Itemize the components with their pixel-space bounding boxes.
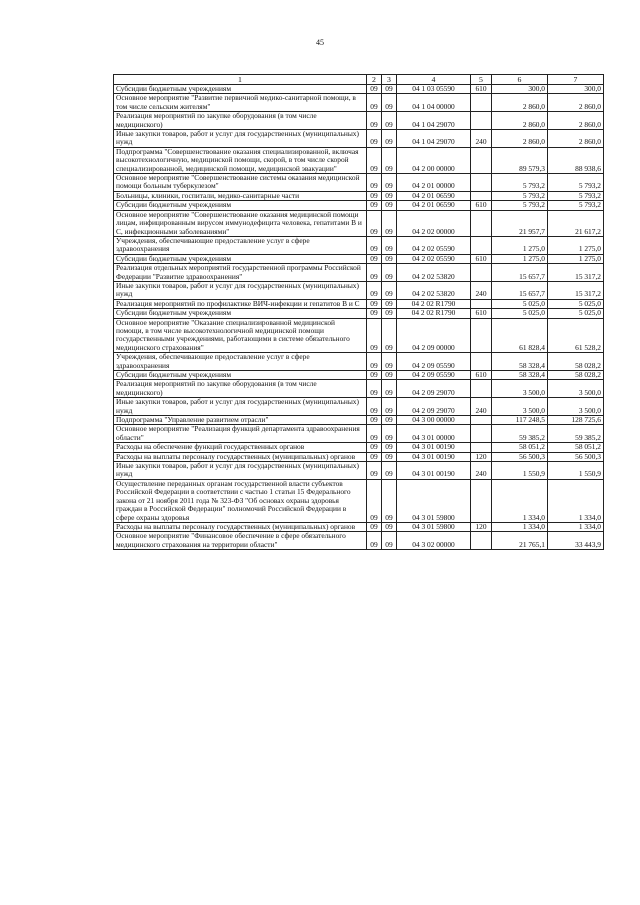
header-cell: 7	[548, 75, 604, 85]
row-name-cell: Реализация отдельных мероприятий государственной программы Российской Федерации "Развитие здравоохранения"	[114, 264, 367, 282]
row-amount-year1-cell: 1 275,0	[492, 236, 548, 254]
row-program-code-cell: 04 2 02 05590	[397, 236, 471, 254]
row-subsection-cell: 09	[382, 130, 397, 148]
row-expense-type-cell	[471, 425, 492, 443]
row-subsection-cell: 09	[382, 85, 397, 94]
row-program-code-cell: 04 1 04 29070	[397, 130, 471, 148]
row-program-code-cell: 04 3 01 00190	[397, 452, 471, 461]
row-amount-year1-cell: 21 957,7	[492, 210, 548, 236]
header-cell: 5	[471, 75, 492, 85]
row-amount-year1-cell: 1 550,9	[492, 462, 548, 480]
header-cell: 1	[114, 75, 367, 85]
row-section-cell: 09	[367, 479, 382, 522]
page-number: 45	[316, 38, 324, 47]
row-expense-type-cell: 240	[471, 398, 492, 416]
header-cell: 2	[367, 75, 382, 85]
row-name-cell: Субсидии бюджетным учреждениям	[114, 85, 367, 94]
row-program-code-cell: 04 2 09 05590	[397, 353, 471, 371]
row-amount-year2-cell: 2 860,0	[548, 130, 604, 148]
row-name-cell: Реализация мероприятий по закупке оборудования (в том числе медицинского)	[114, 380, 367, 398]
row-subsection-cell: 09	[382, 416, 397, 425]
row-section-cell: 09	[367, 416, 382, 425]
row-program-code-cell: 04 3 01 59800	[397, 479, 471, 522]
row-expense-type-cell	[471, 443, 492, 452]
row-subsection-cell: 09	[382, 191, 397, 200]
row-amount-year1-cell: 1 275,0	[492, 254, 548, 263]
header-cell: 4	[397, 75, 471, 85]
row-amount-year2-cell: 56 500,3	[548, 452, 604, 461]
row-amount-year2-cell: 2 860,0	[548, 94, 604, 112]
row-program-code-cell: 04 2 02 00000	[397, 210, 471, 236]
row-amount-year1-cell: 3 500,0	[492, 380, 548, 398]
row-subsection-cell: 09	[382, 425, 397, 443]
row-subsection-cell: 09	[382, 236, 397, 254]
row-amount-year2-cell: 1 334,0	[548, 479, 604, 522]
row-expense-type-cell	[471, 236, 492, 254]
row-amount-year1-cell: 5 793,2	[492, 174, 548, 192]
row-program-code-cell: 04 2 02 05590	[397, 254, 471, 263]
row-name-cell: Учреждения, обеспечивающие предоставление услуг в сфере здравоохранения	[114, 353, 367, 371]
row-section-cell: 09	[367, 462, 382, 480]
row-amount-year1-cell: 56 500,3	[492, 452, 548, 461]
row-amount-year2-cell: 5 793,2	[548, 201, 604, 210]
row-section-cell: 09	[367, 147, 382, 173]
row-expense-type-cell	[471, 532, 492, 550]
row-name-cell: Субсидии бюджетным учреждениям	[114, 371, 367, 380]
row-subsection-cell: 09	[382, 479, 397, 522]
row-amount-year2-cell: 3 500,0	[548, 398, 604, 416]
row-amount-year2-cell: 15 317,2	[548, 281, 604, 299]
row-amount-year2-cell: 1 550,9	[548, 462, 604, 480]
row-amount-year1-cell: 59 385,2	[492, 425, 548, 443]
row-name-cell: Реализация мероприятий по закупке оборудования (в том числе медицинского)	[114, 112, 367, 130]
row-subsection-cell: 09	[382, 380, 397, 398]
row-section-cell: 09	[367, 236, 382, 254]
row-section-cell: 09	[367, 371, 382, 380]
row-amount-year2-cell: 300,0	[548, 85, 604, 94]
table-row	[114, 130, 604, 148]
row-program-code-cell: 04 3 01 00000	[397, 425, 471, 443]
table-row	[114, 452, 604, 461]
row-amount-year1-cell: 1 334,0	[492, 479, 548, 522]
table-row	[114, 174, 604, 192]
table-row	[114, 462, 604, 480]
row-section-cell: 09	[367, 380, 382, 398]
row-amount-year1-cell: 2 860,0	[492, 94, 548, 112]
row-program-code-cell: 04 2 09 00000	[397, 318, 471, 353]
row-program-code-cell: 04 2 09 29070	[397, 380, 471, 398]
row-amount-year2-cell: 128 725,6	[548, 416, 604, 425]
row-subsection-cell: 09	[382, 309, 397, 318]
row-program-code-cell: 04 2 01 06590	[397, 191, 471, 200]
table-row	[114, 353, 604, 371]
row-program-code-cell: 04 3 01 00190	[397, 462, 471, 480]
row-name-cell: Основное мероприятие "Развитие первичной медико-санитарной помощи, в том числе сельским жителям"	[114, 94, 367, 112]
row-amount-year1-cell: 2 860,0	[492, 112, 548, 130]
row-expense-type-cell	[471, 147, 492, 173]
row-name-cell: Учреждения, обеспечивающие предоставление услуг в сфере здравоохранения	[114, 236, 367, 254]
row-expense-type-cell: 240	[471, 281, 492, 299]
row-amount-year1-cell: 117 248,5	[492, 416, 548, 425]
row-amount-year1-cell: 5 025,0	[492, 309, 548, 318]
table-row	[114, 425, 604, 443]
row-name-cell: Основное мероприятие "Оказание специализированной медицинской помощи, в том числе высокотехнологичной медицинской помощи государственными учреждениями, работающими в системе обязательного медицинского страхования"	[114, 318, 367, 353]
row-amount-year2-cell: 5 793,2	[548, 191, 604, 200]
row-section-cell: 09	[367, 85, 382, 94]
row-expense-type-cell	[471, 210, 492, 236]
row-name-cell: Иные закупки товаров, работ и услуг для государственных (муниципальных) нужд	[114, 281, 367, 299]
row-expense-type-cell	[471, 299, 492, 308]
row-expense-type-cell: 240	[471, 130, 492, 148]
row-expense-type-cell	[471, 318, 492, 353]
row-subsection-cell: 09	[382, 174, 397, 192]
row-subsection-cell: 09	[382, 462, 397, 480]
row-expense-type-cell	[471, 94, 492, 112]
row-subsection-cell: 09	[382, 371, 397, 380]
row-amount-year1-cell: 58 051,2	[492, 443, 548, 452]
row-name-cell: Больницы, клиники, госпитали, медико-санитарные части	[114, 191, 367, 200]
row-amount-year1-cell: 5 025,0	[492, 299, 548, 308]
row-name-cell: Иные закупки товаров, работ и услуг для государственных (муниципальных) нужд	[114, 462, 367, 480]
row-program-code-cell: 04 2 01 00000	[397, 174, 471, 192]
row-section-cell: 09	[367, 353, 382, 371]
row-amount-year2-cell: 33 443,9	[548, 532, 604, 550]
row-amount-year2-cell: 5 025,0	[548, 299, 604, 308]
row-section-cell: 09	[367, 264, 382, 282]
row-section-cell: 09	[367, 112, 382, 130]
table-row	[114, 371, 604, 380]
row-expense-type-cell: 120	[471, 452, 492, 461]
row-amount-year2-cell: 3 500,0	[548, 380, 604, 398]
row-amount-year2-cell: 58 028,2	[548, 353, 604, 371]
row-program-code-cell: 04 2 01 06590	[397, 201, 471, 210]
row-section-cell: 09	[367, 425, 382, 443]
row-section-cell: 09	[367, 254, 382, 263]
table-row	[114, 532, 604, 550]
table-row	[114, 85, 604, 94]
row-expense-type-cell: 120	[471, 522, 492, 531]
row-name-cell: Основное мероприятие "Финансовое обеспечение в сфере обязательного медицинского страхования на территории области"	[114, 532, 367, 550]
row-program-code-cell: 04 1 04 00000	[397, 94, 471, 112]
header-cell: 3	[382, 75, 397, 85]
row-name-cell: Субсидии бюджетным учреждениям	[114, 254, 367, 263]
row-program-code-cell: 04 3 00 00000	[397, 416, 471, 425]
row-subsection-cell: 09	[382, 254, 397, 263]
row-expense-type-cell	[471, 112, 492, 130]
row-expense-type-cell: 610	[471, 85, 492, 94]
row-amount-year1-cell: 58 328,4	[492, 353, 548, 371]
row-name-cell: Основное мероприятие "Совершенствование системы оказания медицинской помощи больным туберкулезом"	[114, 174, 367, 192]
row-program-code-cell: 04 2 09 05590	[397, 371, 471, 380]
row-name-cell: Расходы на выплаты персоналу государственных (муниципальных) органов	[114, 522, 367, 531]
row-section-cell: 09	[367, 191, 382, 200]
row-expense-type-cell: 240	[471, 462, 492, 480]
table-row	[114, 318, 604, 353]
table-row	[114, 201, 604, 210]
row-expense-type-cell	[471, 479, 492, 522]
row-name-cell: Основное мероприятие "Реализация функций департамента здравоохранения области"	[114, 425, 367, 443]
table-row	[114, 254, 604, 263]
row-expense-type-cell: 610	[471, 371, 492, 380]
row-section-cell: 09	[367, 130, 382, 148]
table-row	[114, 443, 604, 452]
row-amount-year2-cell: 21 617,2	[548, 210, 604, 236]
row-program-code-cell: 04 2 09 29070	[397, 398, 471, 416]
row-amount-year1-cell: 15 657,7	[492, 264, 548, 282]
row-program-code-cell: 04 3 01 59800	[397, 522, 471, 531]
table-row	[114, 281, 604, 299]
row-subsection-cell: 09	[382, 201, 397, 210]
row-section-cell: 09	[367, 318, 382, 353]
row-subsection-cell: 09	[382, 452, 397, 461]
row-subsection-cell: 09	[382, 398, 397, 416]
row-subsection-cell: 09	[382, 147, 397, 173]
row-subsection-cell: 09	[382, 112, 397, 130]
row-program-code-cell: 04 2 02 R1790	[397, 309, 471, 318]
row-name-cell: Расходы на выплаты персоналу государственных (муниципальных) органов	[114, 452, 367, 461]
row-name-cell: Расходы на обеспечение функций государственных органов	[114, 443, 367, 452]
row-amount-year2-cell: 1 275,0	[548, 254, 604, 263]
row-program-code-cell: 04 3 01 00190	[397, 443, 471, 452]
row-program-code-cell: 04 3 02 00000	[397, 532, 471, 550]
row-section-cell: 09	[367, 522, 382, 531]
table-row	[114, 299, 604, 308]
table-row	[114, 479, 604, 522]
row-subsection-cell: 09	[382, 299, 397, 308]
row-amount-year1-cell: 300,0	[492, 85, 548, 94]
row-subsection-cell: 09	[382, 522, 397, 531]
budget-table	[113, 74, 604, 550]
row-program-code-cell: 04 2 02 53820	[397, 281, 471, 299]
row-amount-year1-cell: 5 793,2	[492, 191, 548, 200]
row-subsection-cell: 09	[382, 281, 397, 299]
table-row	[114, 309, 604, 318]
row-expense-type-cell	[471, 380, 492, 398]
row-program-code-cell: 04 2 00 00000	[397, 147, 471, 173]
row-program-code-cell: 04 2 02 53820	[397, 264, 471, 282]
row-amount-year2-cell: 58 028,2	[548, 371, 604, 380]
row-amount-year2-cell: 59 385,2	[548, 425, 604, 443]
row-expense-type-cell	[471, 191, 492, 200]
row-amount-year1-cell: 2 860,0	[492, 130, 548, 148]
table-row	[114, 522, 604, 531]
row-section-cell: 09	[367, 281, 382, 299]
header-cell: 6	[492, 75, 548, 85]
table-row	[114, 191, 604, 200]
row-name-cell: Иные закупки товаров, работ и услуг для государственных (муниципальных) нужд	[114, 130, 367, 148]
row-section-cell: 09	[367, 398, 382, 416]
row-section-cell: 09	[367, 210, 382, 236]
row-section-cell: 09	[367, 532, 382, 550]
row-amount-year1-cell: 61 828,4	[492, 318, 548, 353]
table-row	[114, 112, 604, 130]
table-row	[114, 94, 604, 112]
row-amount-year2-cell: 5 793,2	[548, 174, 604, 192]
row-name-cell: Субсидии бюджетным учреждениям	[114, 201, 367, 210]
row-amount-year2-cell: 1 275,0	[548, 236, 604, 254]
row-expense-type-cell	[471, 174, 492, 192]
row-program-code-cell: 04 2 02 R1790	[397, 299, 471, 308]
row-name-cell: Подпрограмма "Совершенствование оказания специализированной, включая высокотехнологичную, медицинской помощи, скорой, в том числе скорой специализированной, медицинской помощи, медицинской эвакуации"	[114, 147, 367, 173]
row-section-cell: 09	[367, 94, 382, 112]
row-name-cell: Реализация мероприятий по профилактике ВИЧ-инфекции и гепатитов В и С	[114, 299, 367, 308]
table-row	[114, 210, 604, 236]
row-amount-year2-cell: 1 334,0	[548, 522, 604, 531]
table-header-row	[114, 75, 604, 85]
row-section-cell: 09	[367, 201, 382, 210]
row-expense-type-cell: 610	[471, 254, 492, 263]
row-program-code-cell: 04 1 04 29070	[397, 112, 471, 130]
row-name-cell: Подпрограмма "Управление развитием отрасли"	[114, 416, 367, 425]
row-subsection-cell: 09	[382, 353, 397, 371]
table-body	[114, 75, 604, 550]
row-amount-year1-cell: 21 765,1	[492, 532, 548, 550]
row-expense-type-cell: 610	[471, 309, 492, 318]
row-amount-year2-cell: 58 051,2	[548, 443, 604, 452]
table-row	[114, 264, 604, 282]
table-row	[114, 380, 604, 398]
row-amount-year1-cell: 58 328,4	[492, 371, 548, 380]
table-row	[114, 416, 604, 425]
row-name-cell: Основное мероприятие "Совершенствование оказания медицинской помощи лицам, инфицированным вирусом иммунодефицита человека, гепатитами В и С, инфекционными заболеваниями"	[114, 210, 367, 236]
table-row	[114, 147, 604, 173]
row-amount-year2-cell: 2 860,0	[548, 112, 604, 130]
row-expense-type-cell	[471, 264, 492, 282]
row-section-cell: 09	[367, 452, 382, 461]
row-name-cell: Субсидии бюджетным учреждениям	[114, 309, 367, 318]
row-amount-year2-cell: 5 025,0	[548, 309, 604, 318]
row-amount-year1-cell: 1 334,0	[492, 522, 548, 531]
row-amount-year1-cell: 3 500,0	[492, 398, 548, 416]
row-amount-year1-cell: 5 793,2	[492, 201, 548, 210]
row-amount-year2-cell: 15 317,2	[548, 264, 604, 282]
row-amount-year1-cell: 89 579,3	[492, 147, 548, 173]
table-row	[114, 236, 604, 254]
row-program-code-cell: 04 1 03 05590	[397, 85, 471, 94]
row-expense-type-cell	[471, 416, 492, 425]
row-expense-type-cell	[471, 353, 492, 371]
row-amount-year2-cell: 61 528,2	[548, 318, 604, 353]
row-section-cell: 09	[367, 174, 382, 192]
table-row	[114, 398, 604, 416]
row-section-cell: 09	[367, 309, 382, 318]
row-section-cell: 09	[367, 443, 382, 452]
row-expense-type-cell: 610	[471, 201, 492, 210]
row-name-cell: Иные закупки товаров, работ и услуг для государственных (муниципальных) нужд	[114, 398, 367, 416]
row-subsection-cell: 09	[382, 532, 397, 550]
row-subsection-cell: 09	[382, 94, 397, 112]
row-subsection-cell: 09	[382, 264, 397, 282]
row-subsection-cell: 09	[382, 318, 397, 353]
row-amount-year1-cell: 15 657,7	[492, 281, 548, 299]
row-amount-year2-cell: 88 938,6	[548, 147, 604, 173]
row-name-cell: Осуществление переданных органам государственной власти субъектов Российской Федерации в соответствии с частью 1 статьи 15 Федерального закона от 21 ноября 2011 года № 323-ФЗ "Об основах охраны здоровья граждан в Российской Федерации" полномочий Российской Федерации в сфере охраны здоровья	[114, 479, 367, 522]
row-subsection-cell: 09	[382, 210, 397, 236]
row-subsection-cell: 09	[382, 443, 397, 452]
row-section-cell: 09	[367, 299, 382, 308]
